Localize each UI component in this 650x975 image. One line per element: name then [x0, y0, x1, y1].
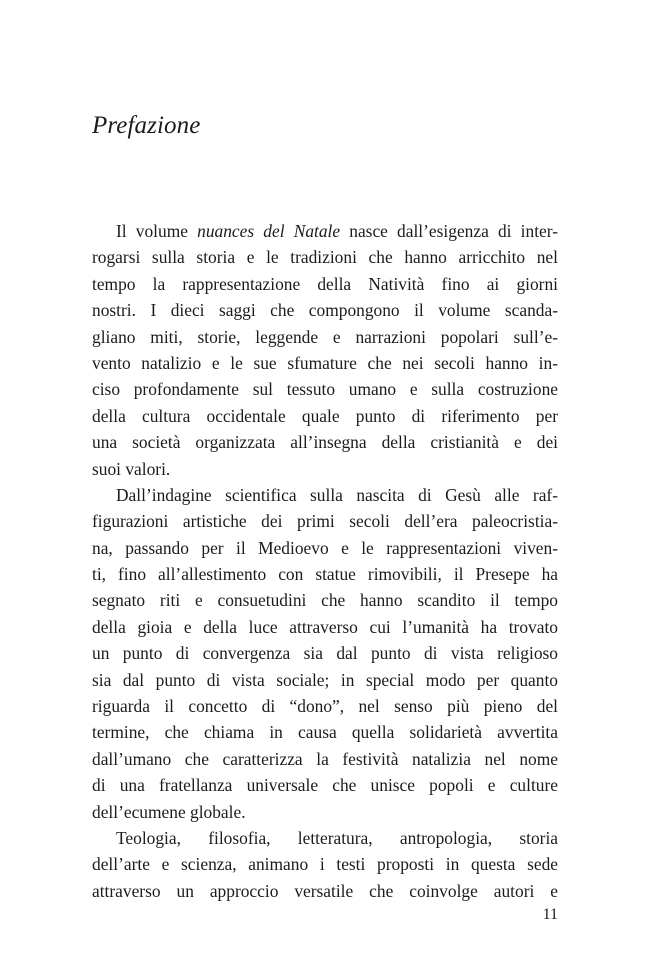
text-line — [92, 218, 558, 244]
text-run: della cultura occidentale quale punto di riferimento per — [92, 405, 558, 426]
text-run: sia dal punto di vista sociale; in special modo per quanto — [92, 669, 558, 690]
text-run: suoi valori. — [92, 458, 171, 479]
text-run: na, passando per il Medioevo e le rappresentazioni viven- — [92, 537, 558, 558]
text-run: dell’arte e scienza, animano i testi proposti in questa sede — [92, 854, 558, 875]
paragraph — [92, 825, 558, 904]
text-run: gliano miti, storie, leggende e narrazioni popolari sull’e- — [92, 326, 558, 347]
text-run: Il volume — [116, 221, 198, 241]
text-line — [92, 878, 558, 904]
text-line — [92, 719, 558, 745]
text-line — [92, 693, 558, 719]
text-line — [92, 799, 558, 825]
text-line — [92, 350, 558, 376]
text-line — [92, 271, 558, 297]
text-line — [92, 429, 558, 455]
text-line — [92, 297, 558, 323]
text-run: Dall’indagine scientifica sulla nascita di Gesù alle raf- — [116, 484, 558, 505]
text-line — [92, 825, 558, 851]
text-run: termine, che chiama in causa quella solidarietà avvertita — [92, 722, 558, 743]
text-run: nostri. I dieci saggi che compongono il volume scanda- — [92, 300, 558, 321]
text-run: dall’umano che caratterizza la festività natalizia nel nome — [92, 748, 558, 769]
text-run: rogarsi sulla storia e le tradizioni che hanno arricchito nel — [92, 247, 558, 268]
text-run: attraverso un approccio versatile che coinvolge autori e — [92, 880, 558, 901]
text-line — [92, 640, 558, 666]
text-line — [92, 561, 558, 587]
text-run: riguarda il concetto di “dono”, nel senso più pieno del — [92, 696, 558, 717]
text-line — [92, 772, 558, 798]
text-line — [92, 535, 558, 561]
text-line — [92, 508, 558, 534]
paragraph — [92, 482, 558, 825]
italic-book-title: nuances del Natale — [197, 221, 341, 241]
text-run: vento natalizio e le sue sfumature che nei secoli hanno in- — [92, 352, 558, 373]
text-run: segnato riti e consuetudini che hanno scandito il tempo — [92, 590, 558, 611]
text-run: tempo la rappresentazione della Natività fino ai giorni — [92, 273, 558, 294]
text-run: di una fratellanza universale che unisce popoli e culture — [92, 775, 558, 796]
text-run: nasce dall’esigenza di inter- — [340, 221, 558, 241]
text-line — [92, 244, 558, 270]
paragraph — [92, 218, 558, 482]
text-line — [92, 482, 558, 508]
text-run: figurazioni artistiche dei primi secoli dell’era paleocristia- — [92, 511, 558, 532]
text-run: ciso profondamente sul tessuto umano e sulla costruzione — [92, 379, 558, 400]
text-run: della gioia e della luce attraverso cui l’umanità ha trovato — [92, 616, 558, 637]
text-line — [92, 403, 558, 429]
text-line — [92, 456, 558, 482]
text-line — [92, 851, 558, 877]
chapter-title: Prefazione — [92, 112, 201, 139]
text-run: una società organizzata all’insegna della cristianità e dei — [92, 432, 558, 453]
text-line — [92, 614, 558, 640]
text-run: dell’ecumene globale. — [92, 801, 246, 822]
text-line — [92, 587, 558, 613]
page-number: 11 — [542, 906, 558, 923]
text-line — [92, 324, 558, 350]
body-text — [92, 218, 558, 904]
text-run: ti, fino all’allestimento con statue rimovibili, il Presepe ha — [92, 564, 558, 585]
text-line — [92, 376, 558, 402]
text-line — [92, 746, 558, 772]
text-run: un punto di convergenza sia dal punto di vista religioso — [92, 643, 558, 664]
text-run: Teologia, filosofia, letteratura, antropologia, storia — [116, 827, 558, 848]
text-line — [92, 667, 558, 693]
